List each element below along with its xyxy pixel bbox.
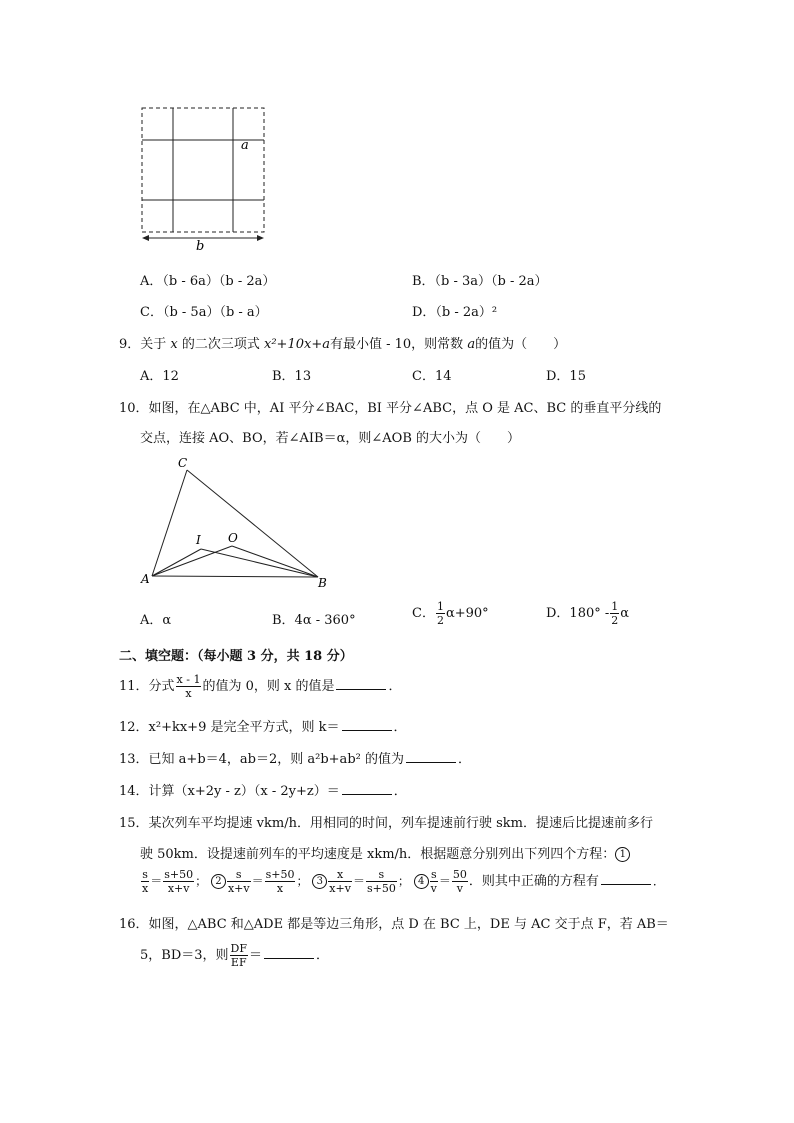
q15-equations: $\frac{s}{x}$ ＝ $\frac{s+50}{x+v}$ ； 2 $\frac{s}{x+v}$ ＝ $\frac{s+50}{x}$ ； 3 $\frac{x}{x+v}$ ＝ $\frac{s}{s+50}$ ； 4 $\frac{s}{v}$ ＝ $\frac{50}{v}$ ．则其中正确的方程有 ．: [142, 868, 665, 895]
label-a: a: [241, 138, 249, 153]
circled-number: 2: [211, 874, 226, 889]
label-I: I: [196, 533, 201, 547]
answer-blank[interactable]: [336, 678, 386, 690]
answer-blank[interactable]: [406, 751, 456, 763]
circled-number: 4: [414, 874, 429, 889]
q9-option-a: A．12: [140, 369, 179, 384]
label-b: b: [196, 239, 205, 252]
q15-line2: 驶 50km．设提速前列车的平均速度是 xkm/h．根据题意分别列出下列四个方程： 1: [140, 843, 630, 862]
label-O: O: [228, 531, 238, 545]
section-title: 二、填空题：（每小题 3 分，共 18 分）: [119, 649, 353, 664]
q10-option-a: A．α: [140, 613, 172, 628]
q8-option-c: C．（b - 5a）（b - a）: [140, 305, 268, 320]
q10-option-c: C． $\frac{1}{2}$ α+90°: [412, 600, 489, 627]
q16-line2: 5，BD＝3，则 $\frac{DF}{EF}$ ＝ ．: [140, 942, 330, 969]
q8-option-b: B．（b - 3a）（b - 2a）: [412, 274, 548, 289]
answer-blank[interactable]: [342, 719, 392, 731]
answer-blank[interactable]: [342, 783, 392, 795]
label-A: A: [141, 572, 150, 586]
q8-option-d: D．（b - 2a）²: [412, 305, 498, 320]
square-figure: [135, 102, 275, 252]
q8-option-a: A．（b - 6a）（b - 2a）: [140, 274, 276, 289]
label-C: C: [178, 456, 188, 470]
q9-option-b: B．13: [272, 369, 312, 384]
answer-blank[interactable]: [601, 873, 651, 885]
q10-line1: 10．如图，在△ABC 中，AI 平分∠BAC，BI 平分∠ABC，点 O 是 AC、BC 的垂直平分线的: [119, 401, 662, 416]
triangle-figure: [135, 452, 335, 594]
q9-option-c: C．14: [412, 369, 452, 384]
q14: 14．计算（x+2y - z）（x - 2y+z）＝ ．: [119, 784, 407, 799]
q10-option-b: B．4α - 360°: [272, 613, 356, 628]
q10-line2: 交点，连接 AO、BO，若∠AIB＝α，则∠AOB 的大小为（ ）: [140, 431, 521, 446]
label-B: B: [318, 576, 327, 590]
q16-line1: 16．如图，△ABC 和△ADE 都是等边三角形，点 D 在 BC 上，DE 与 AC 交于点 F，若 AB＝: [119, 917, 669, 932]
q13: 13．已知 a+b＝4，ab＝2，则 a²b+ab² 的值为 ．: [119, 752, 471, 767]
q9-stem: 9．关于 x 的二次三项式 x²+10x+a有最小值 - 10，则常数 a的值为（ ）: [119, 337, 567, 352]
circled-number: 1: [615, 847, 630, 862]
circled-number: 3: [312, 874, 327, 889]
q11: 11．分式 $\frac{x - 1}{x}$ 的值为 0，则 x 的值是 ．: [119, 673, 402, 700]
q15-line1: 15．某次列车平均提速 vkm/h．用相同的时间，列车提速前行驶 skm．提速后比提速前多行: [119, 816, 653, 831]
q9-option-d: D．15: [546, 369, 586, 384]
q10-option-d: D．180° - $\frac{1}{2}$ α: [546, 600, 630, 627]
q12: 12．x²+kx+9 是完全平方式，则 k＝ ．: [119, 720, 407, 735]
answer-blank[interactable]: [264, 947, 314, 959]
